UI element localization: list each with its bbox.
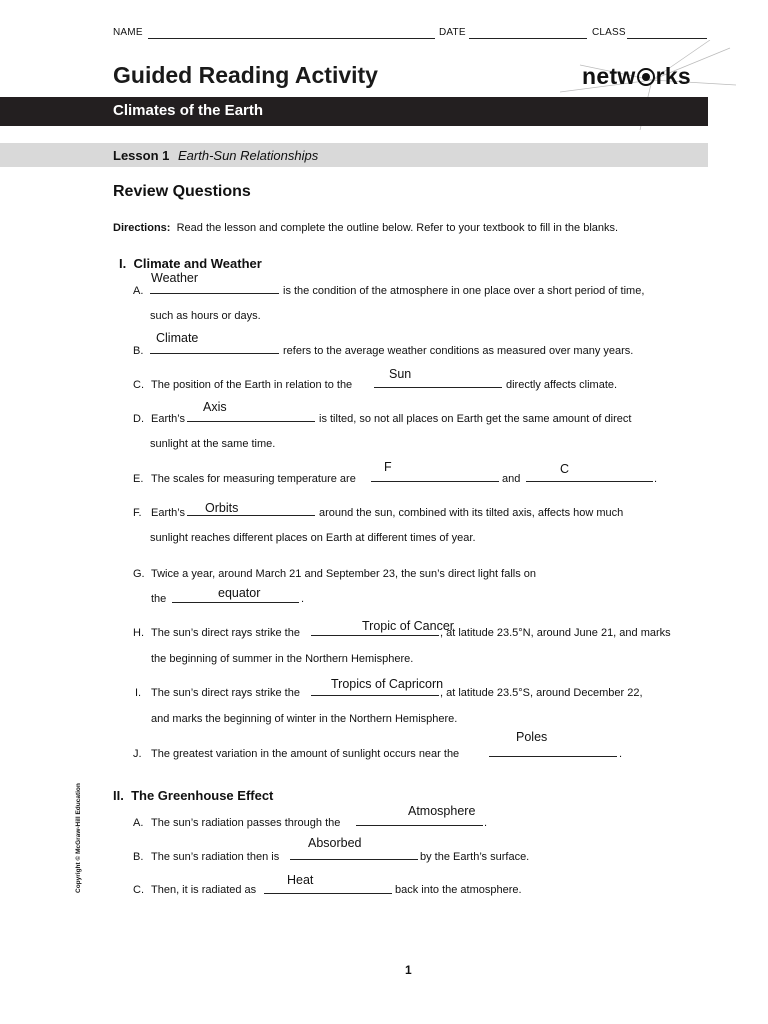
item-1I-pre: The sun’s direct rays strike the bbox=[151, 687, 300, 699]
blank-1C bbox=[374, 387, 502, 388]
answer-1A[interactable]: Weather bbox=[151, 271, 199, 285]
item-2B-post: by the Earth’s surface. bbox=[420, 851, 530, 863]
networks-logo: netw rks bbox=[582, 63, 692, 89]
blank-2A bbox=[356, 825, 483, 826]
answer-1G[interactable]: equator bbox=[218, 586, 261, 600]
copyright-note: Copyright © McGraw-Hill Education bbox=[75, 783, 82, 893]
item-2A-pre: The sun’s radiation passes through the bbox=[151, 817, 341, 829]
item-1E-letter: E. bbox=[133, 473, 144, 485]
item-1A-letter: A. bbox=[133, 285, 144, 297]
item-1C-post: directly affects climate. bbox=[506, 379, 618, 391]
item-1G-text: Twice a year, around March 21 and September 23, the sun’s direct light falls on bbox=[151, 568, 537, 580]
answer-1J[interactable]: Poles bbox=[516, 730, 548, 744]
blank-1E-2 bbox=[526, 481, 653, 482]
directions-text: Read the lesson and complete the outline below. Refer to your textbook to fill in the blanks. bbox=[176, 222, 619, 234]
blank-1D bbox=[187, 421, 315, 422]
item-2A-letter: A. bbox=[133, 817, 144, 829]
item-1H-cont: the beginning of summer in the Northern Hemisphere. bbox=[151, 653, 414, 665]
item-1B-text: refers to the average weather conditions as measured over many years. bbox=[283, 345, 634, 357]
chapter-title: Climates of the Earth bbox=[113, 102, 264, 119]
answer-1C[interactable]: Sun bbox=[389, 367, 412, 381]
blank-1F bbox=[187, 515, 315, 516]
item-1A-cont: such as hours or days. bbox=[150, 310, 261, 322]
lesson-title: Earth-Sun Relationships bbox=[178, 148, 319, 163]
section2-heading: II. The Greenhouse Effect bbox=[113, 788, 274, 803]
item-1J-pre: The greatest variation in the amount of sunlight occurs near the bbox=[151, 748, 460, 760]
item-1E-mid: and bbox=[502, 473, 521, 485]
answer-1F[interactable]: Orbits bbox=[205, 501, 239, 515]
class-label: CLASS bbox=[592, 27, 626, 38]
item-2A-post: . bbox=[484, 817, 488, 829]
lesson-label: Lesson 1 bbox=[113, 148, 170, 163]
answer-2A[interactable]: Atmosphere bbox=[408, 804, 476, 818]
item-1F-post: around the sun, combined with its tilted axis, affects how much bbox=[319, 507, 624, 519]
page-title: Guided Reading Activity bbox=[113, 62, 378, 88]
item-2C-pre: Then, it is radiated as bbox=[151, 884, 257, 896]
blank-1I bbox=[311, 695, 439, 696]
blank-1J bbox=[489, 756, 617, 757]
answer-1B[interactable]: Climate bbox=[156, 331, 199, 345]
chapter-bar bbox=[0, 97, 708, 126]
answer-1E-2[interactable]: C bbox=[560, 462, 570, 476]
blank-1G bbox=[172, 602, 299, 603]
page-number: 1 bbox=[405, 963, 412, 977]
lesson-bar bbox=[0, 143, 708, 167]
item-1B-letter: B. bbox=[133, 345, 144, 357]
item-1E-post: . bbox=[654, 473, 658, 485]
item-1A-text: is the condition of the atmosphere in one place over a short period of time, bbox=[283, 285, 645, 297]
item-1C-letter: C. bbox=[133, 379, 144, 391]
item-1F-pre: Earth’s bbox=[151, 507, 186, 519]
item-2B-letter: B. bbox=[133, 851, 144, 863]
item-1I-cont: and marks the beginning of winter in the Northern Hemisphere. bbox=[151, 713, 458, 725]
blank-2B bbox=[290, 859, 418, 860]
item-1H-letter: H. bbox=[133, 627, 144, 639]
item-1G-letter: G. bbox=[133, 568, 145, 580]
item-2C-letter: C. bbox=[133, 884, 144, 896]
name-field[interactable] bbox=[148, 38, 435, 39]
answer-1H[interactable]: Tropic of Cancer bbox=[362, 619, 454, 633]
item-1I-post: , at latitude 23.5°S, around December 22, bbox=[440, 687, 643, 699]
section1-heading: I. Climate and Weather bbox=[119, 256, 262, 271]
globe-icon bbox=[637, 68, 655, 86]
item-1G-post: . bbox=[301, 593, 305, 605]
item-1G-pre2: the bbox=[151, 593, 167, 605]
item-1F-cont: sunlight reaches different places on Earth at different times of year. bbox=[150, 532, 476, 544]
blank-1A bbox=[150, 293, 279, 294]
answer-1E-1[interactable]: F bbox=[384, 460, 392, 474]
name-label: NAME bbox=[113, 27, 143, 38]
answer-2B[interactable]: Absorbed bbox=[308, 836, 362, 850]
item-1H-pre: The sun’s direct rays strike the bbox=[151, 627, 300, 639]
item-1J-post: . bbox=[619, 748, 623, 760]
date-label: DATE bbox=[439, 27, 466, 38]
item-1D-letter: D. bbox=[133, 413, 144, 425]
item-2C-post: back into the atmosphere. bbox=[395, 884, 522, 896]
item-1E-pre: The scales for measuring temperature are bbox=[151, 473, 356, 485]
item-1D-cont: sunlight at the same time. bbox=[150, 438, 276, 450]
item-1H-post: , at latitude 23.5°N, around June 21, and marks bbox=[440, 627, 671, 639]
class-field[interactable] bbox=[627, 38, 707, 39]
directions bbox=[113, 222, 618, 234]
item-1C-pre: The position of the Earth in relation to the bbox=[151, 379, 353, 391]
item-1I-letter: I. bbox=[135, 687, 142, 699]
blank-1E-1 bbox=[371, 481, 499, 482]
item-2B-pre: The sun’s radiation then is bbox=[151, 851, 280, 863]
date-field[interactable] bbox=[469, 38, 587, 39]
answer-1D[interactable]: Axis bbox=[203, 400, 227, 414]
answer-1I[interactable]: Tropics of Capricorn bbox=[331, 677, 444, 691]
item-1D-pre: Earth’s bbox=[151, 413, 186, 425]
answer-2C[interactable]: Heat bbox=[287, 873, 314, 887]
review-heading: Review Questions bbox=[113, 183, 251, 200]
item-1F-letter: F. bbox=[133, 507, 142, 519]
blank-2C bbox=[264, 893, 392, 894]
item-1J-letter: J. bbox=[133, 748, 142, 760]
blank-1B bbox=[150, 353, 279, 354]
blank-1H bbox=[311, 635, 439, 636]
directions-label: Directions: bbox=[113, 222, 171, 234]
item-1D-post: is tilted, so not all places on Earth get the same amount of direct bbox=[319, 413, 632, 425]
